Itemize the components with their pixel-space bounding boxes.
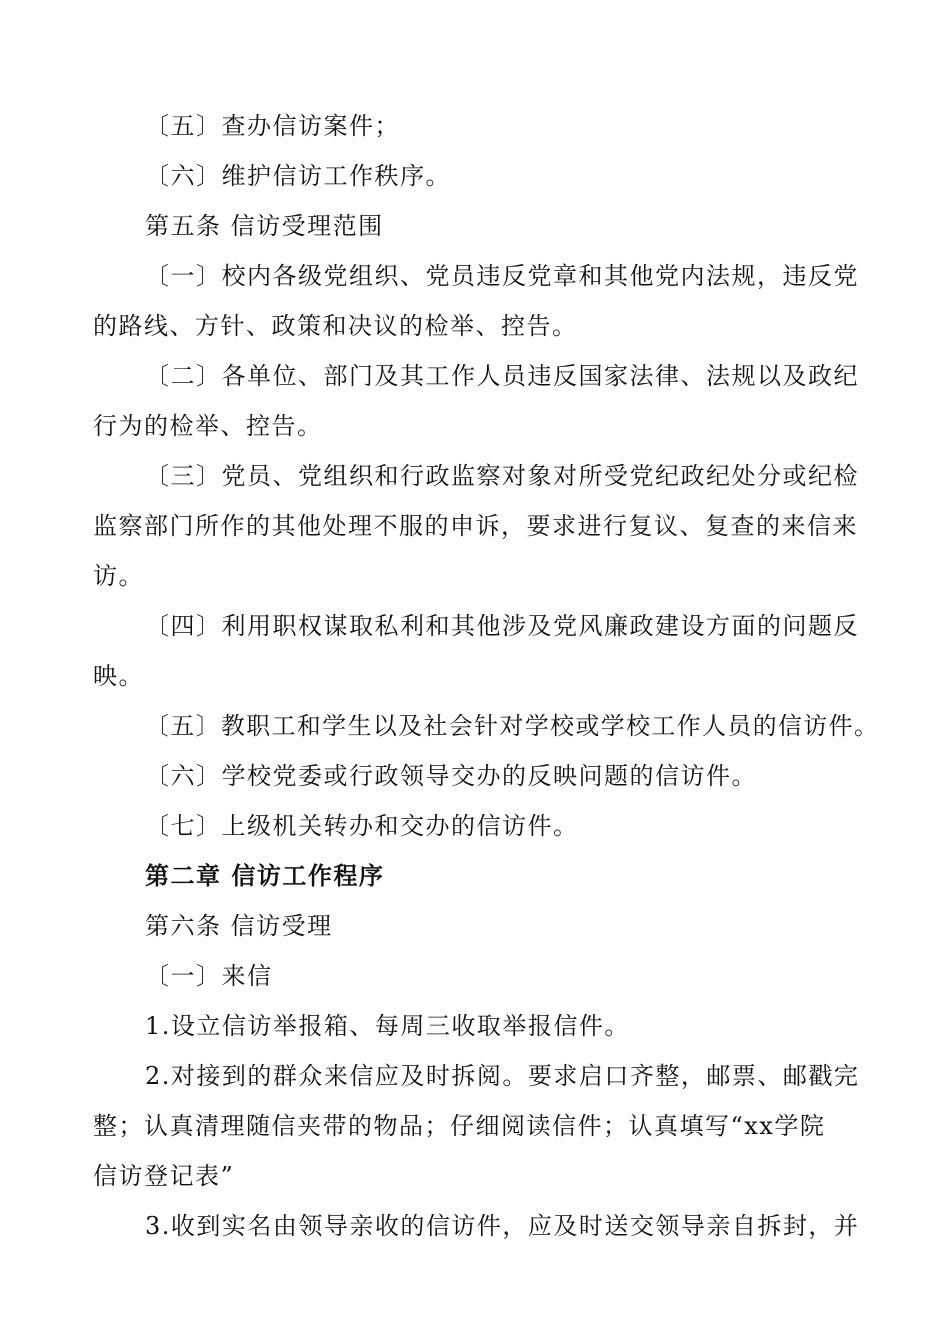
clause-5-item-6: 〔六〕维护信访工作秩序。 — [145, 162, 451, 190]
article-6-point-2-line-1: 2.对接到的群众来信应及时拆阅。要求启口齐整，邮票、邮戳完 — [145, 1062, 860, 1090]
article-5-item-3-line-2: 监察部门所作的其他处理不服的申诉，要求进行复议、复查的来信来 — [93, 512, 858, 540]
clause-5-item-5: 〔五〕查办信访案件； — [145, 112, 400, 140]
article-5-heading: 第五条 信访受理范围 — [145, 212, 384, 240]
article-5-item-1-line-2: 的路线、方针、政策和决议的检举、控告。 — [93, 312, 578, 340]
article-5-item-3-line-1: 〔三〕党员、党组织和行政监察对象对所受党纪政纪处分或纪检 — [145, 462, 859, 490]
article-5-item-3-line-3: 访。 — [93, 562, 144, 590]
article-6-point-2-line-3: 信访登记表” — [93, 1162, 235, 1190]
article-5-item-2-line-2: 行为的检举、控告。 — [93, 412, 323, 440]
article-5-item-2-line-1: 〔二〕各单位、部门及其工作人员违反国家法律、法规以及政纪 — [145, 362, 859, 390]
article-5-item-4-line-1: 〔四〕利用职权谋取私利和其他涉及党风廉政建设方面的问题反 — [145, 612, 859, 640]
article-6-item-1: 〔一〕来信 — [145, 962, 273, 990]
article-5-item-4-line-2: 映。 — [93, 662, 144, 690]
article-5-item-5: 〔五〕教职工和学生以及社会针对学校或学校工作人员的信访件。 — [145, 712, 880, 740]
article-6-point-3-line-1: 3.收到实名由领导亲收的信访件，应及时送交领导亲自拆封，并 — [145, 1212, 860, 1240]
article-5-item-6: 〔六〕学校党委或行政领导交办的反映问题的信访件。 — [145, 762, 757, 790]
article-5-item-7: 〔七〕上级机关转办和交办的信访件。 — [145, 812, 579, 840]
article-6-point-1: 1.设立信访举报箱、每周三收取举报信件。 — [145, 1012, 630, 1040]
article-5-item-1-line-1: 〔一〕校内各级党组织、党员违反党章和其他党内法规，违反党 — [145, 262, 859, 290]
article-6-point-2-line-2: 整；认真清理随信夹带的物品；仔细阅读信件；认真填写“xx学院 — [93, 1112, 826, 1140]
chapter-2-heading: 第二章 信访工作程序 — [145, 862, 385, 890]
article-6-heading: 第六条 信访受理 — [145, 912, 333, 940]
